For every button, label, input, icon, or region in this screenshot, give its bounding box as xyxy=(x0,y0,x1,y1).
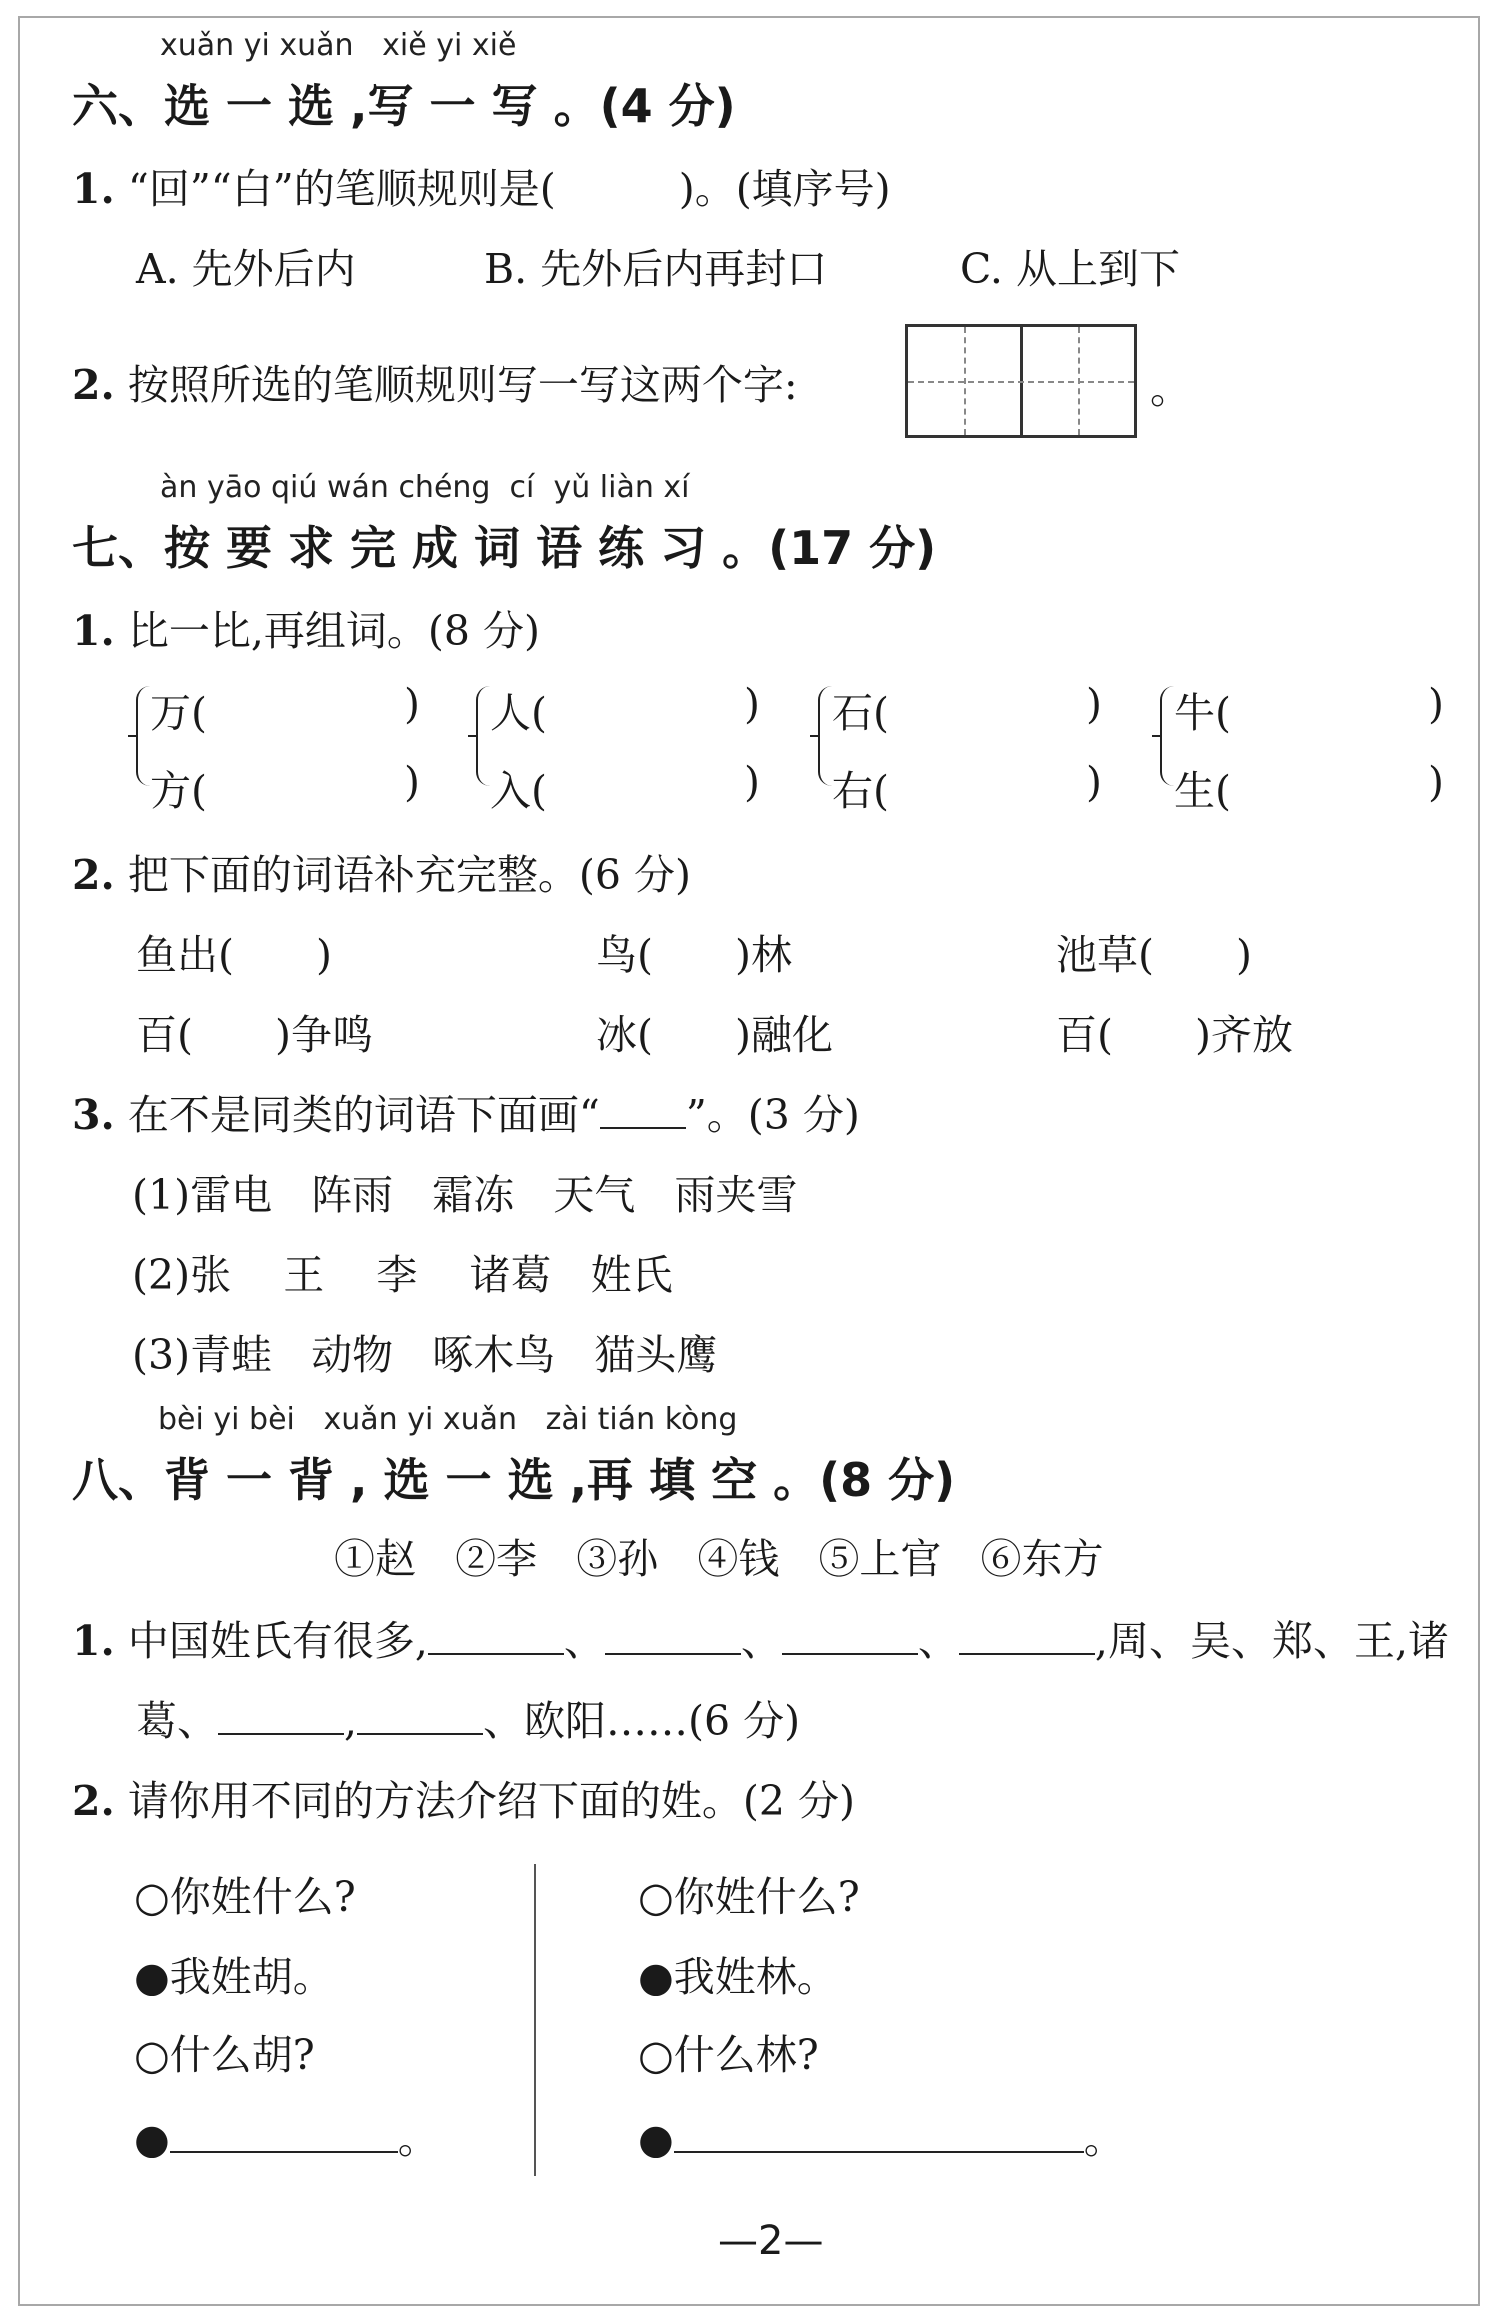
s8-q2: 2. 请你用不同的方法介绍下面的姓。(2 分) xyxy=(72,1777,855,1825)
pair-3-top: 石( xyxy=(832,689,889,737)
writing-grid[interactable] xyxy=(905,324,1137,438)
s8-q1-line2: 葛、 , 、欧阳……(6 分) xyxy=(136,1697,801,1745)
right-dialog-answer: ● 。 xyxy=(638,2115,1125,2163)
s7-q1: 1. 比一比,再组词。(8 分) xyxy=(72,607,541,655)
idiom-1-2: 鸟( )林 xyxy=(596,931,792,979)
s8-q1-line1: 1. 中国姓氏有很多, 、 、 、 ,周、吴、郑、王,诸 xyxy=(72,1617,1449,1665)
left-dialog-q: ○你姓什么? xyxy=(134,1873,356,1921)
surname-choices: ①赵 ②李 ③孙 ④钱 ⑤上官 ⑥东方 xyxy=(334,1535,1104,1583)
word[interactable]: 猫头鹰 xyxy=(594,1331,718,1379)
underline-sample xyxy=(600,1091,686,1129)
idiom-2-1: 百( )争鸣 xyxy=(136,1011,373,1059)
group-1: (1)雷电 阵雨 霜冻 天气 雨夹雪 xyxy=(132,1171,798,1219)
open-circle-icon: ○ xyxy=(638,2031,674,2079)
pair-4-bottom-close: ) xyxy=(1428,758,1444,806)
left-dialog-answer: ● 。 xyxy=(134,2115,439,2163)
s6-pinyin: xuǎn yi xuǎn xiě yi xiě xyxy=(160,28,517,63)
s8-title: 八、背 一 背 , 选 一 选 ,再 填 空 。(8 分) xyxy=(72,1453,956,1507)
answer-blank-5[interactable] xyxy=(218,1697,344,1735)
s6-option-a: A. 先外后内 xyxy=(136,245,356,293)
pair-4-top: 牛( xyxy=(1174,689,1231,737)
right-dialog-a: ●我姓林。 xyxy=(638,1953,838,2001)
pair-2-bottom: 入( xyxy=(490,767,547,815)
word[interactable]: 诸葛 xyxy=(469,1251,552,1299)
word[interactable]: 霜冻 xyxy=(432,1171,515,1219)
brace-point-4 xyxy=(1152,735,1162,737)
s7-q2: 2. 把下面的词语补充完整。(6 分) xyxy=(72,851,691,899)
s8-pinyin: bèi yi bèi xuǎn yi xuǎn zài tián kòng xyxy=(158,1402,738,1437)
pair-3-top-close: ) xyxy=(1086,680,1102,728)
pair-1-bottom: 方( xyxy=(150,767,207,815)
word[interactable]: 青蛙 xyxy=(190,1331,273,1379)
pair-1-top: 万( xyxy=(150,689,207,737)
filled-circle-icon: ● xyxy=(638,2115,674,2163)
pair-3-bottom: 右( xyxy=(832,767,889,815)
open-circle-icon: ○ xyxy=(638,1873,674,1921)
left-dialog-q2: ○什么胡? xyxy=(134,2031,315,2079)
pair-2-top-close: ) xyxy=(744,680,760,728)
s7-q3: 3. 在不是同类的词语下面画“ ”。(3 分) xyxy=(72,1091,860,1139)
pair-4-bottom: 生( xyxy=(1174,767,1231,815)
group-2: (2)张 王 李 诸葛 姓氏 xyxy=(132,1251,673,1299)
column-divider xyxy=(534,1864,536,2176)
pair-1-bottom-close: ) xyxy=(404,758,420,806)
brace-point-3 xyxy=(810,735,820,737)
filled-circle-icon: ● xyxy=(638,1953,674,2001)
idiom-2-2: 冰( )融化 xyxy=(596,1011,833,1059)
brace-point-2 xyxy=(468,735,478,737)
open-circle-icon: ○ xyxy=(134,2031,170,2079)
pair-1-top-close: ) xyxy=(404,680,420,728)
answer-blank-1[interactable] xyxy=(428,1617,564,1655)
s7-title: 七、按 要 求 完 成 词 语 练 习 。(17 分) xyxy=(72,521,937,575)
left-answer-blank[interactable] xyxy=(170,2115,398,2153)
word[interactable]: 雷电 xyxy=(190,1171,273,1219)
idiom-2-3: 百( )齐放 xyxy=(1056,1011,1293,1059)
answer-blank-4[interactable] xyxy=(959,1617,1095,1655)
word[interactable]: 天气 xyxy=(553,1171,636,1219)
pair-4-top-close: ) xyxy=(1428,680,1444,728)
idiom-1-3: 池草( ) xyxy=(1056,931,1252,979)
s6-option-b: B. 先外后内再封口 xyxy=(484,245,828,293)
word[interactable]: 李 xyxy=(376,1251,418,1299)
word[interactable]: 啄木鸟 xyxy=(432,1331,556,1379)
word[interactable]: 张 xyxy=(190,1251,232,1299)
s6-title: 六、选 一 选 ,写 一 写 。(4 分) xyxy=(72,79,736,133)
s7-pinyin: àn yāo qiú wán chéng cí yǔ liàn xí xyxy=(160,470,690,505)
word[interactable]: 雨夹雪 xyxy=(674,1171,798,1219)
word[interactable]: 动物 xyxy=(311,1331,394,1379)
filled-circle-icon: ● xyxy=(134,2115,170,2163)
answer-blank-2[interactable] xyxy=(605,1617,741,1655)
s6-option-c: C. 从上到下 xyxy=(960,245,1180,293)
s6-q1: 1. “回”“白”的笔顺规则是( )。(填序号) xyxy=(72,165,891,213)
word[interactable]: 王 xyxy=(283,1251,325,1299)
right-dialog-q: ○你姓什么? xyxy=(638,1873,860,1921)
right-dialog-q2: ○什么林? xyxy=(638,2031,819,2079)
s6-q2: 2. 按照所选的笔顺规则写一写这两个字: xyxy=(72,361,798,409)
brace-point-1 xyxy=(128,735,138,737)
pair-2-top: 人( xyxy=(490,689,547,737)
answer-blank-3[interactable] xyxy=(782,1617,918,1655)
answer-blank-6[interactable] xyxy=(357,1697,483,1735)
filled-circle-icon: ● xyxy=(134,1953,170,2001)
right-answer-blank[interactable] xyxy=(674,2115,1084,2153)
page-number: —2— xyxy=(718,2218,824,2264)
idiom-1-1: 鱼出( ) xyxy=(136,931,332,979)
pair-2-bottom-close: ) xyxy=(744,758,760,806)
word[interactable]: 阵雨 xyxy=(311,1171,394,1219)
pair-3-bottom-close: ) xyxy=(1086,758,1102,806)
s6-q2-end: 。 xyxy=(1150,365,1191,413)
left-dialog-a: ●我姓胡。 xyxy=(134,1953,334,2001)
open-circle-icon: ○ xyxy=(134,1873,170,1921)
word[interactable]: 姓氏 xyxy=(590,1251,673,1299)
group-3: (3)青蛙 动物 啄木鸟 猫头鹰 xyxy=(132,1331,718,1379)
